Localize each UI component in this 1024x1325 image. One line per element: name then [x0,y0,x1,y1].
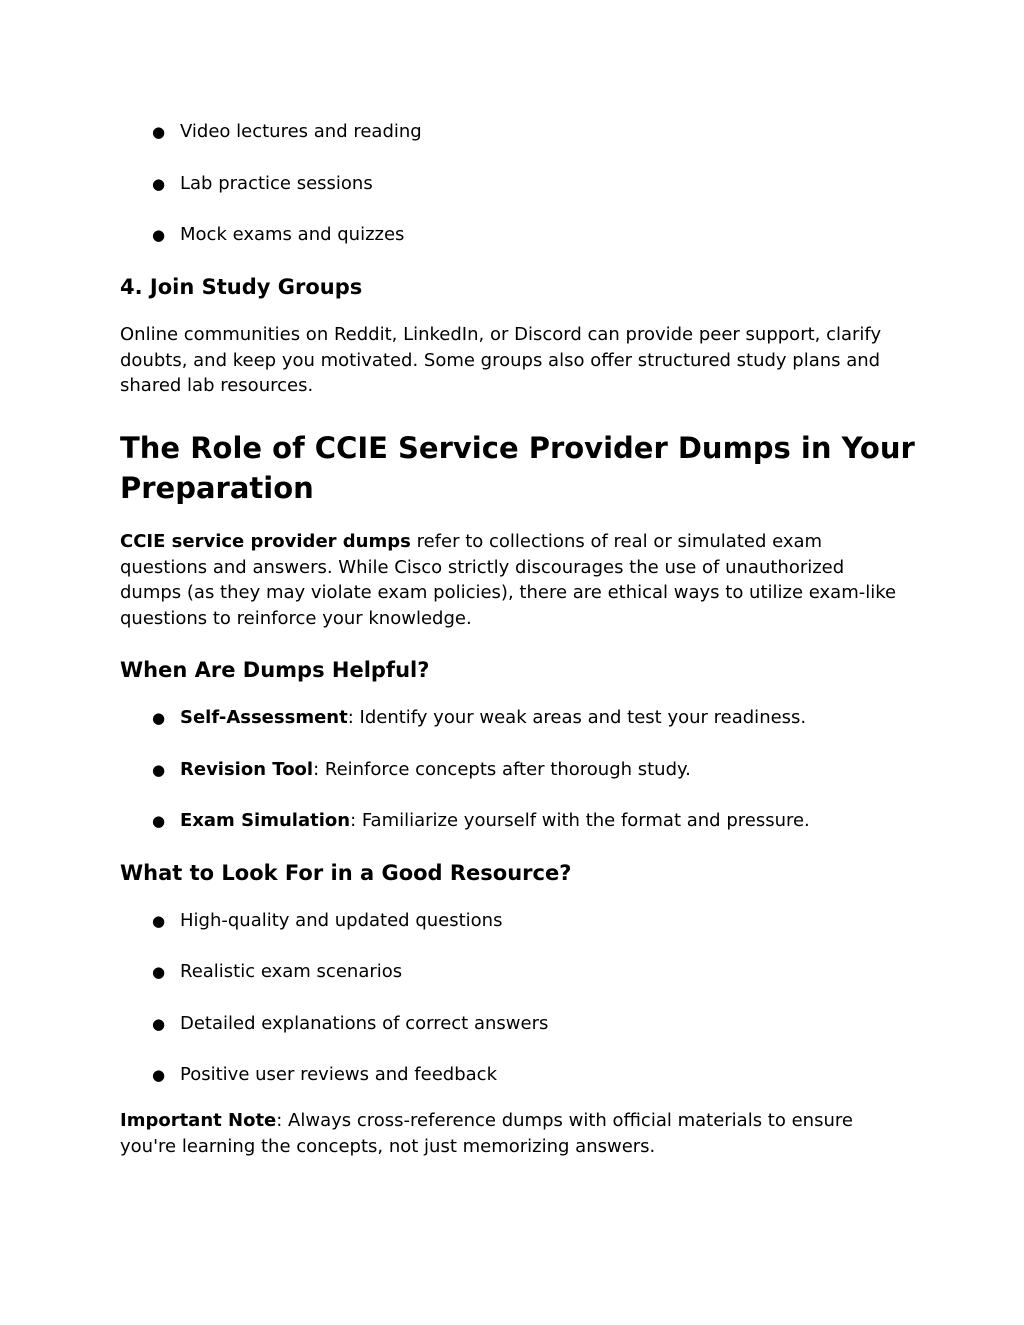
list-item [152,119,422,145]
list-item-text: High-quality and updated questions [180,910,503,931]
list-item [152,808,810,834]
important-note-label: Important Note [120,1110,277,1131]
section-heading-when-helpful: When Are Dumps Helpful? [120,658,430,682]
section-heading-role-of-dumps: The Role of CCIE Service Provider Dumps in Your Preparation [120,431,915,505]
bullet-icon: ● [152,123,166,141]
list-item [152,1062,497,1088]
list-item [152,908,502,934]
list-item-text: Realistic exam scenarios [180,961,403,982]
list-item-text: Mock exams and quizzes [180,224,405,245]
bullet-icon: ● [152,1066,166,1084]
list-item [152,171,373,197]
intro-bold-term: CCIE service provider dumps [120,531,411,552]
bullet-icon: ● [152,175,166,193]
list-item-term: Exam Simulation [180,810,351,831]
list-item [152,1011,548,1037]
list-item-text: Positive user reviews and feedback [180,1064,497,1085]
list-item-text: : Familiarize yourself with the format and pressure. [350,810,810,831]
list-item-text: : Reinforce concepts after thorough study. [313,759,691,780]
bullet-icon: ● [152,1015,166,1033]
list-item-term: Revision Tool [180,759,314,780]
list-item [152,705,806,731]
bullet-icon: ● [152,963,166,981]
list-item-text: Video lectures and reading [180,121,422,142]
list-item [152,757,691,783]
bullet-icon: ● [152,709,166,727]
list-item-text: Detailed explanations of correct answers [180,1013,549,1034]
bullet-icon: ● [152,912,166,930]
list-item-text: Lab practice sessions [180,173,373,194]
join-study-groups-paragraph: Online communities on Reddit, LinkedIn, or Discord can provide peer support, clarify doubts, and keep you motivated. Some groups also offer structured study plans and shared lab resources. [120,324,882,397]
bullet-icon: ● [152,812,166,830]
section-heading-join-study-groups: 4. Join Study Groups [120,275,363,299]
intro-text: refer to collections of real or simulated exam questions and answers. While Cisco strictly discourages the use of unauthorized dumps (as they may violate exam policies), there are ethical ways to utilize exam-like questions to reinforce your knowledge. [120,531,897,630]
list-item-term: Self-Assessment [180,707,348,728]
role-intro-paragraph [120,529,900,632]
bullet-icon: ● [152,761,166,779]
list-item [152,959,402,985]
bullet-icon: ● [152,226,166,244]
important-note-text: : Always cross-reference dumps with official materials to ensure you're learning the concepts, not just memorizing answers. [120,1110,853,1157]
section-heading-what-to-look-for: What to Look For in a Good Resource? [120,861,572,885]
important-note [120,1108,900,1159]
list-item [152,222,404,248]
list-item-text: : Identify your weak areas and test your readiness. [347,707,807,728]
